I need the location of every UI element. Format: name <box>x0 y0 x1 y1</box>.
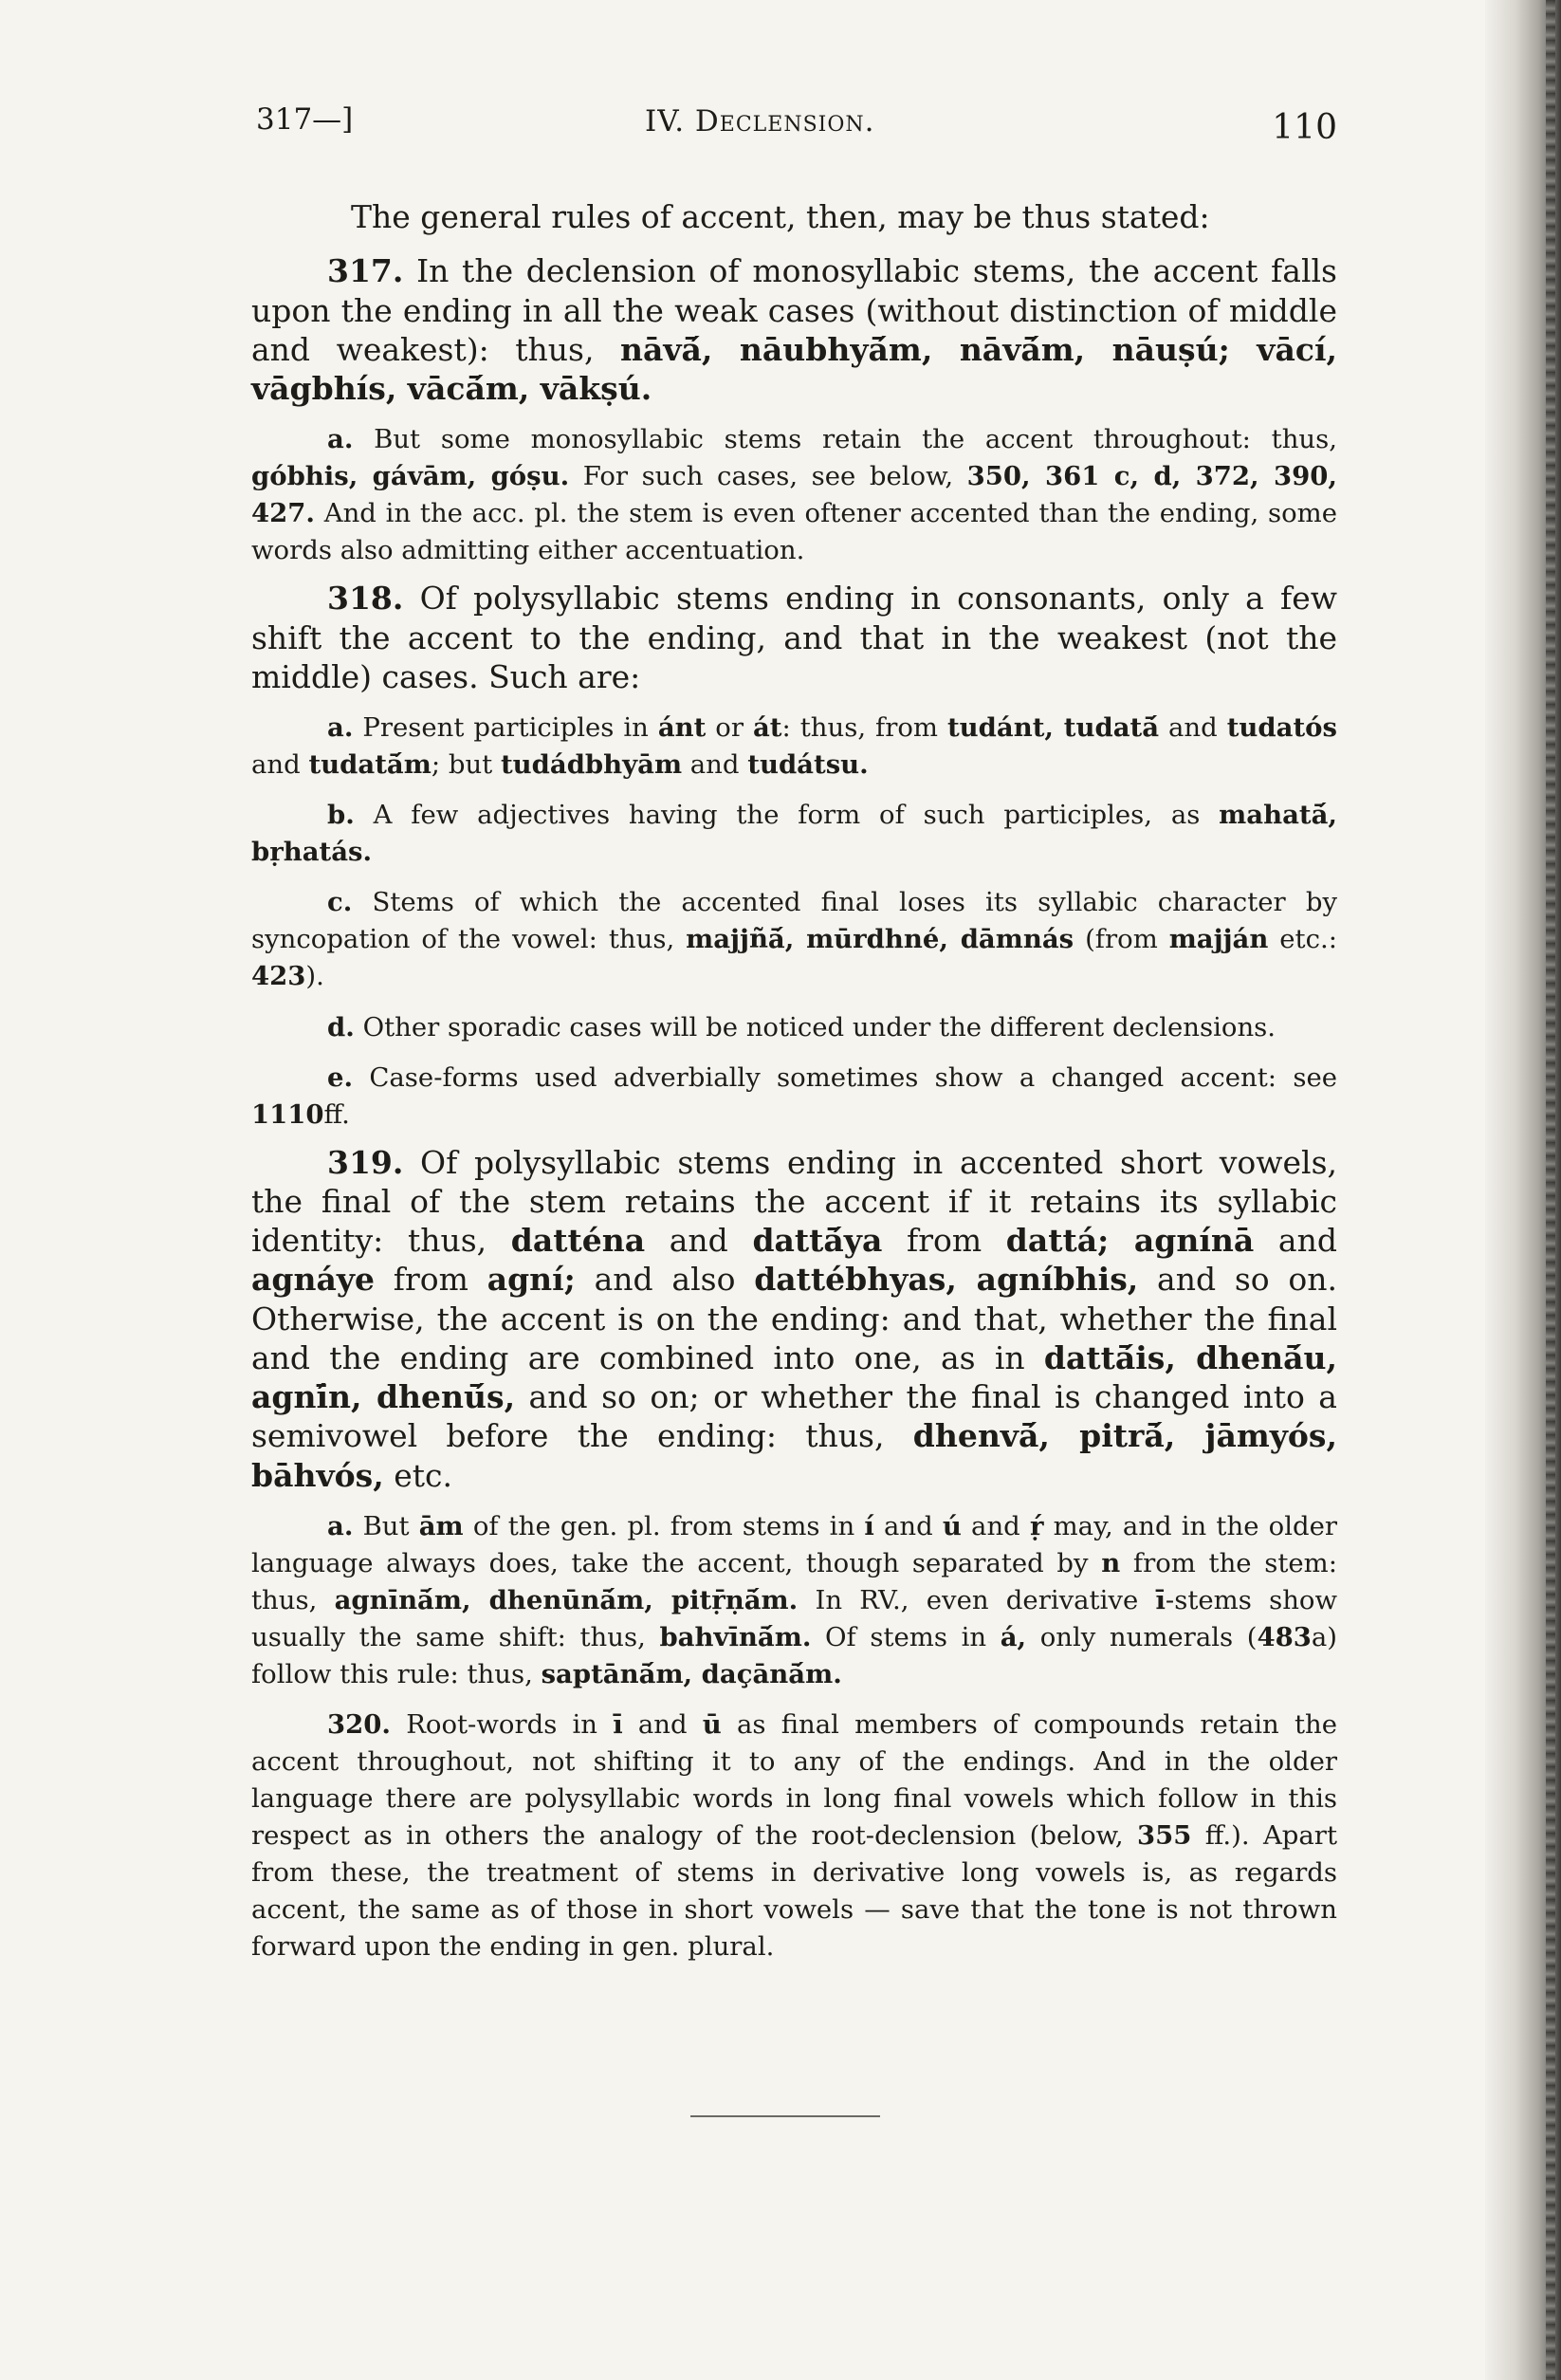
running-header <box>256 102 1337 150</box>
page-body <box>251 197 1337 1965</box>
subsection-label: a. <box>327 1510 354 1541</box>
subsection-label: d. <box>327 1011 355 1042</box>
paragraph-317: 317. In the declension of monosyllabic stems, the accent falls upon the ending in all the weak cases (without distinction of middle and weakest): thus, nāvā́, nāubhyā́m, nāvā́m, nāuṣú; vācí, vāgbhís, vācā́m, vākṣú. <box>251 252 1337 407</box>
subsection-label: b. <box>327 800 355 831</box>
binding-edge <box>1546 0 1555 2380</box>
paragraph-318b: b. A few adjectives having the form of such participles, as mahatā́, bṛhatás. <box>251 800 1337 868</box>
paragraph-319a: a. But ām of the gen. pl. from stems in í and ú and ṛ́ may, and in the older language always does, take the accent, though separated by n from the stem: thus, agnīnā́m, dhenūnā́m, pitṝṇā́m. In RV., even derivative ī-stems show usually the same shift: thus, bahvīnā́m. Of stems in á, only numerals (483a) follow this rule: thus, saptānā́m, daçānā́m. <box>251 1510 1338 1690</box>
paragraph-318: 318. Of polysyllabic stems ending in consonants, only a few shift the accent to the ending, and that in the weakest (not the middle) cases. Such are: <box>251 580 1337 695</box>
subsection-label: c. <box>327 887 353 918</box>
closing-rule <box>690 2115 880 2117</box>
paragraph-319: 319. Of polysyllabic stems ending in accented short vowels, the final of the stem retains the accent if it retains its syllabic identity: thus, datténa and dattā́ya from dattá; agnínā and agnáye from agní; and also dattébhyas, agníbhis, and so on. Otherwise, the accent is on the ending: and that, whether the final and the ending are combined into one, as in dattā́is, dhenā́u, agnī́n, dhenū́s, and so on; or whether the final is changed into a semivowel before the ending: thus, dhenvā́, pitrā́, jāmyós, bāhvós, etc. <box>251 1143 1338 1494</box>
paragraph-318e: e. Case-forms used adverbially sometimes show a changed accent: see 1110ff. <box>251 1061 1337 1130</box>
intro-line: The general rules of accent, then, may be thus stated: <box>351 198 1210 235</box>
subsection-label: a. <box>327 424 354 455</box>
section-number: 317. <box>327 252 404 290</box>
page-number: 110 <box>1272 108 1337 147</box>
section-number: 318. <box>327 580 404 618</box>
section-number: 319. <box>327 1143 404 1181</box>
paragraph-317a: a. But some monosyllabic stems retain the accent throughout: thus, góbhis, gávām, góṣu. For such cases, see below, 350, 361 c, d, 372, 390, 427. And in the acc. pl. the stem is even oftener accented than the ending, some words also admitting either accentuation. <box>251 424 1337 566</box>
paragraph-318d: d. Other sporadic cases will be noticed under the different declensions. <box>327 1011 1276 1042</box>
subsection-label: a. <box>327 712 354 744</box>
section-reference: 317—] <box>256 102 354 137</box>
chapter-title: IV. Declension. <box>645 104 875 138</box>
paragraph-318a: a. Present participles in ánt or át: thus, from tudánt, tudatā́ and tudatós and tudatā́m; but tudádbhyām and tudátsu. <box>251 712 1337 781</box>
paragraph-318c: c. Stems of which the accented final loses its syllabic character by syncopation of the vowel: thus, majjñā́, mūrdhné, dāmnás (from majján etc.: 423). <box>251 887 1338 992</box>
subsection-label: e. <box>327 1061 354 1093</box>
paragraph-320: 320. Root-words in ī and ū as final members of compounds retain the accent throughout, not shifting it to any of the endings. And in the older language there are polysyllabic words in long final vowels which follow in this respect as in others the analogy of the root-declension (below, 355 ff.). Apart from these, the treatment of stems in derivative long vowels is, as regards accent, the same as of those in short vowels — save that the tone is not thrown forward upon the ending in gen. plural. <box>251 1709 1337 1963</box>
section-number: 320. <box>327 1709 391 1741</box>
